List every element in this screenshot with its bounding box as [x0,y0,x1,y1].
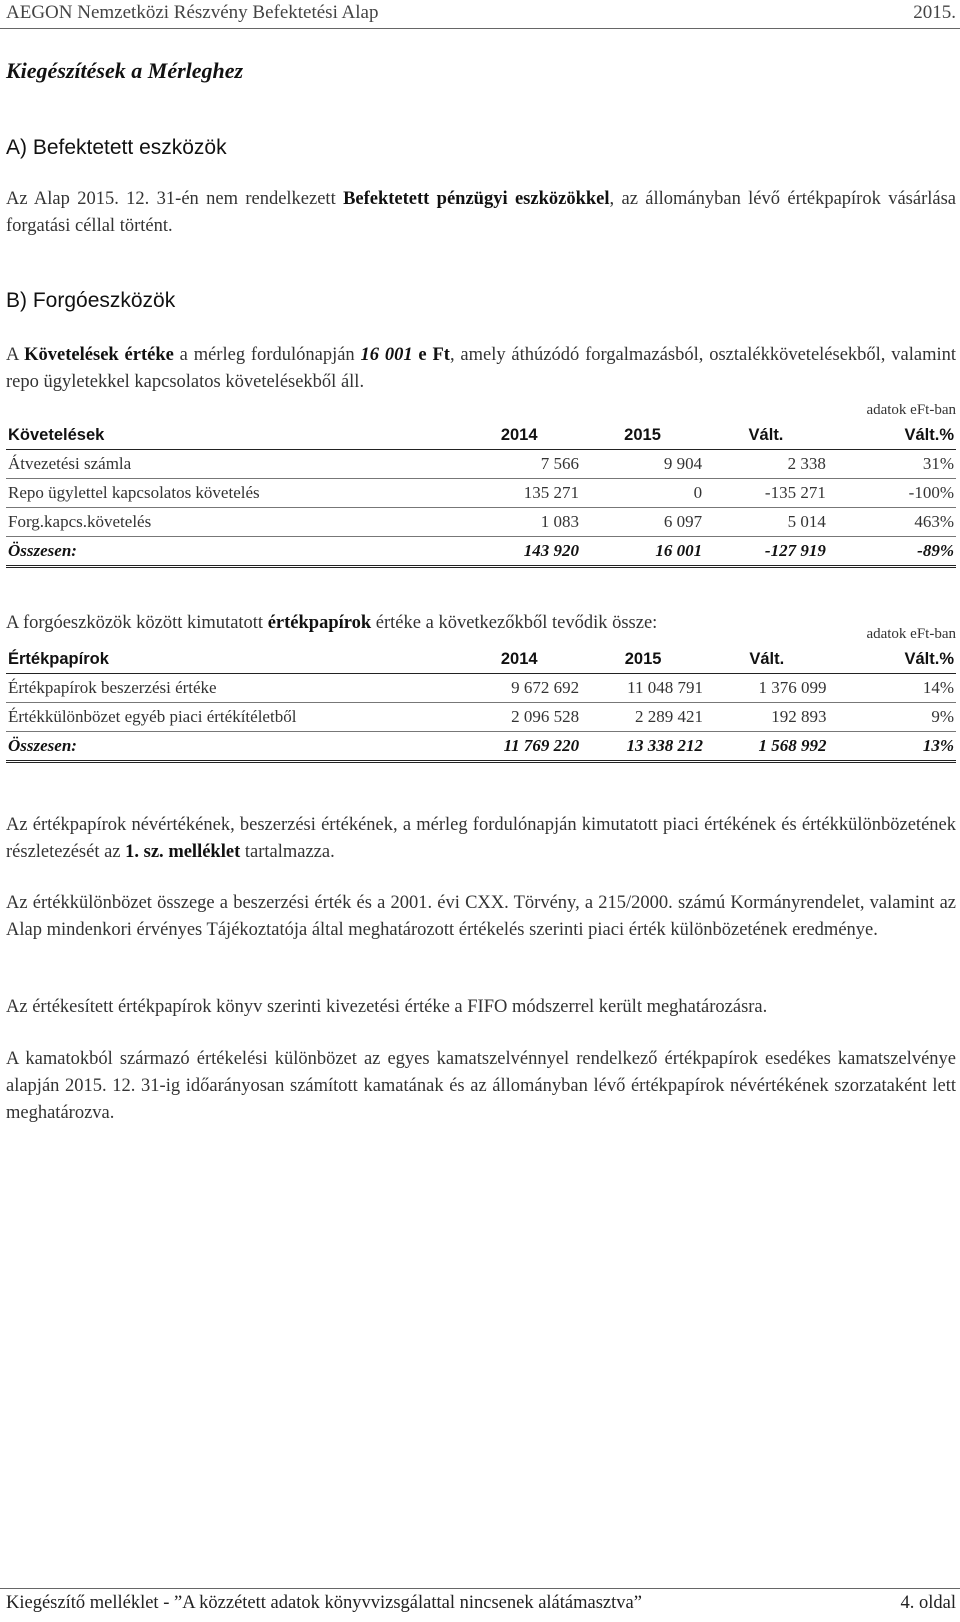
table-row: Értékkülönbözet egyéb piaci értékítéletből 2 096 528 2 289 421 192 893 9% [6,703,956,732]
main-title: Kiegészítések a Mérleghez [6,58,244,83]
footer-note: Kiegészítő melléklet - ”A közzétett adatok könyvvizsgálattal nincsenek alátámasztva” [6,1593,642,1613]
receivables-table [6,421,956,568]
section-a-paragraph: Az Alap 2015. 12. 31-én nem rendelkezett Befektetett pénzügyi eszközökkel, az állományban lévő értékpapírok vásárlása forgatási céllal történt. [6,189,956,236]
section-a-heading: A) Befektetett eszközök [6,136,227,159]
bold-term: Befektetett pénzügyi eszközökkel [343,189,610,209]
securities-table [6,645,956,763]
document-title: AEGON Nemzetközi Részvény Befektetési Alap [6,2,379,23]
table-row: Forg.kapcs.követelés 1 083 6 097 5 014 463% [6,508,956,537]
page-footer [0,1588,960,1619]
unit-note-securities: adatok eFt-ban [866,626,956,642]
table-row: Értékpapírok beszerzési értéke 9 672 692 11 048 791 1 376 099 14% [6,674,956,703]
unit-note-receivables: adatok eFt-ban [866,402,956,418]
table-header-row: Követelések 2014 2015 Vált. Vált.% [6,421,956,450]
table-row: Repo ügylettel kapcsolatos követelés 135 271 0 -135 271 -100% [6,479,956,508]
table-row: Átvezetési számla 7 566 9 904 2 338 31% [6,450,956,479]
section-b-paragraph: A Követelések értéke a mérleg fordulónapján 16 001 e Ft, amely áthúzódó forgalmazásból, osztalékkövetelésekből, valamint repo ügyletekkel kapcsolatos követelésekből áll. [6,345,956,392]
table-total-row: Összesen: 143 920 16 001 -127 919 -89% [6,537,956,567]
page-number: 4. oldal [900,1593,956,1613]
table-total-row: Összesen: 11 769 220 13 338 212 1 568 992 13% [6,732,956,762]
table-header-row: Értékpapírok 2014 2015 Vált. Vált.% [6,645,956,674]
fifo-paragraph: Az értékesített értékpapírok könyv szerinti kivezetési értéke a FIFO módszerrel került meghatározásra. [6,997,768,1017]
document-year: 2015. [913,2,956,23]
securities-intro: A forgóeszközök között kimutatott értékpapírok értéke a következőkből tevődik össze: [6,613,658,633]
section-b-heading: B) Forgóeszközök [6,289,176,312]
annex-paragraph: Az értékpapírok névértékének, beszerzési értékének, a mérleg fordulónapján kimutatott piaci értékének és értékkülönbözetének részletezését az 1. sz. melléklet tartalmazza. [6,815,956,862]
interest-paragraph: A kamatokból származó értékelési különbözet az egyes kamatszelvénnyel rendelkező értékpapírok esedékes kamatszelvénye alapján 2015. 12. 31-ig időarányosan számított kamatának és az állományban lévő értékpapírok névértékének szorzataként lett meghatározva. [6,1049,956,1123]
valuation-paragraph: Az értékkülönbözet összege a beszerzési érték és a 2001. évi CXX. Törvény, a 215/2000. számú Kormányrendelet, valamint az Alap mindenkori érvényes Tájékoztatója által meghatározott értékelés szerinti piaci érték különbözetének eredménye. [6,893,956,940]
page-header [0,2,960,29]
